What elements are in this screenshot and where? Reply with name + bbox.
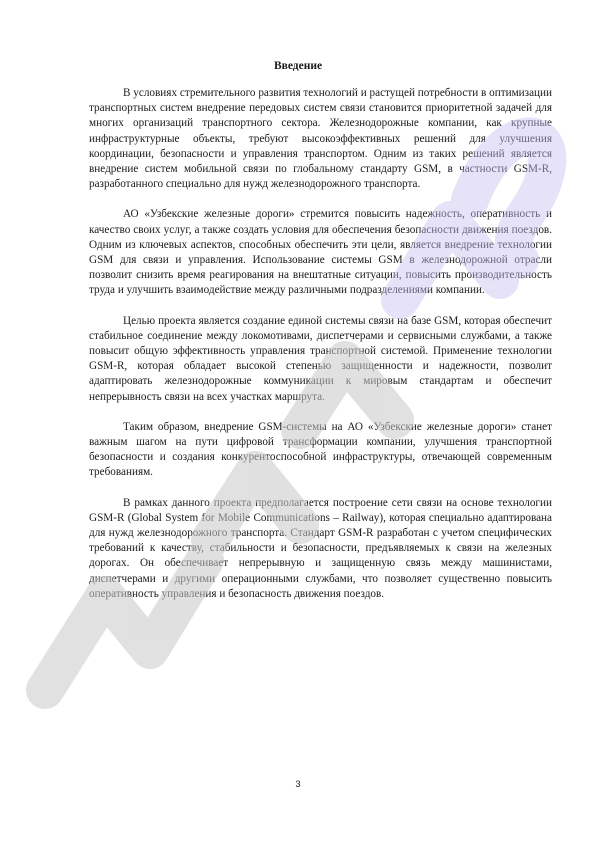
paragraph-2: АО «Узбекские железные дороги» стремится повысить надежность, оперативность и качество своих услуг, а также создать условия для обеспечения безопасности движения поездов. Одним из ключевых аспектов, способных обеспечить эти цели, является внедрение технологии GSM для связи и управления. Использование системы GSM в железнодорожной отрасли позволит снизить время реагирования на внештатные ситуации, повысить производительность труда и улучшить взаимодействие между различными подразделениями компании. [89, 208, 552, 297]
paragraph-1: В условиях стремительного развития технологий и растущей потребности в оптимизации транспортных систем внедрение передовых систем связи становится приоритетной задачей для многих организаций транспортного сектора. Железнодорожные компании, как крупные инфраструктурные объекты, требуют высокоэффективных решений для улучшения координации, безопасности и управления транспортом. Одним из таких решений является внедрение систем мобильной связи по глобальному стандарту GSM, в частности GSM-R, разработанного специально для нужд железнодорожного транспорта. [89, 87, 552, 191]
paragraph-3: Целью проекта является создание единой системы связи на базе GSM, которая обеспечит стабильное соединение между локомотивами, диспетчерами и сервисными службами, а также повысит общую эффективность управления транспортной системой. Применение технологии GSM-R, которая обладает высокой степенью защищенности и надежности, позволит адаптировать железнодорожные коммуникации к мировым стандартам и обеспечит непрерывность связи на всех участках маршрута. [89, 314, 552, 403]
page-title: Введение [273, 60, 323, 72]
page-number: 3 [295, 779, 301, 789]
paragraph-5: В рамках данного проекта предполагается построение сети связи на основе технологии GSM-R (Global System for Mobile Communications – Railway), которая специально адаптирована для нужд железнодорожного транспорта. Стандарт GSM-R разработан с учетом специфических требований к качеству, стабильности и безопасности, предъявляемых к связи на железных дорогах. Он обеспечивает непрерывную и защищенную связь между машинистами, диспетчерами и другими операционными службами, что позволяет существенно повысить оперативность управления и безопасность движения поездов. [89, 496, 552, 600]
document-body [89, 86, 552, 617]
paragraph-4: Таким образом, внедрение GSM-системы на АО «Узбекские железные дороги» станет важным шагом на пути цифровой трансформации компании, улучшения транспортной безопасности и создания конкурентоспособной инфраструктуры, отвечающей современным требованиям. [89, 420, 552, 479]
